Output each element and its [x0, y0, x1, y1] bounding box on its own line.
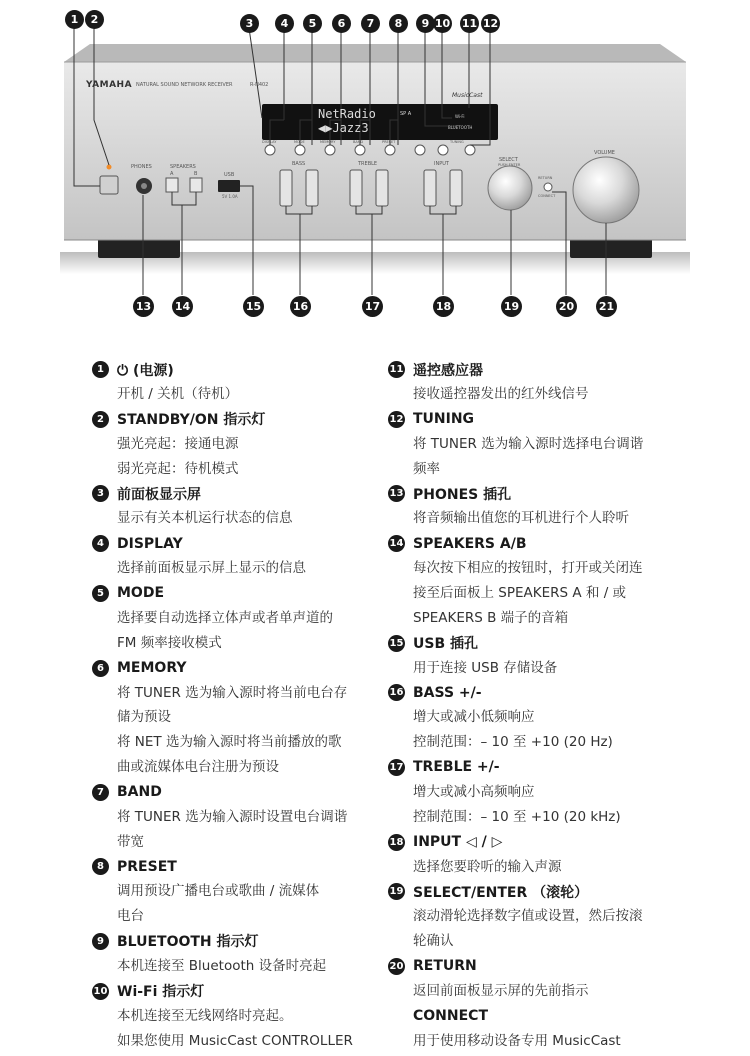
display-spa-indicator: SP A: [400, 111, 412, 117]
entry-title: SELECT/ENTER （滚轮）: [413, 884, 589, 901]
entry-12: [388, 407, 688, 482]
callout-10: 10: [433, 14, 452, 33]
entry-description-line: SPEAKERS B 端子的音箱: [413, 609, 569, 626]
callout-18: 18: [433, 296, 454, 317]
entry-description-line: 本机连接至 Bluetooth 设备时亮起: [117, 957, 327, 974]
entry-title: DISPLAY: [117, 535, 183, 552]
item-number-badge: 20: [388, 958, 405, 975]
entry-head: [92, 854, 372, 879]
entry-3: [92, 481, 372, 531]
entry-1: [92, 357, 372, 407]
entry-description-line: 选择您要聆听的输入声源: [413, 858, 562, 875]
entry-description-line: 如果您使用 MusicCast CONTROLLER: [117, 1032, 353, 1049]
item-number-badge: 18: [388, 834, 405, 851]
entry-head: [388, 680, 688, 705]
entry-head: [388, 954, 688, 979]
item-number-badge: 19: [388, 883, 405, 900]
usb-label: USB: [224, 172, 235, 178]
entry-title: TUNING: [413, 411, 475, 428]
entry-title: 遥控感应器: [413, 362, 483, 379]
entry-19: [388, 879, 688, 954]
entry-title: PHONES 插孔: [413, 486, 512, 503]
speakers-label: SPEAKERS: [170, 164, 196, 170]
item-number-badge: 1: [92, 361, 109, 378]
input-label: INPUT: [434, 161, 449, 167]
entry-head: [92, 656, 372, 681]
connect-label: CONNECT: [538, 194, 556, 198]
entry-description-line: 用于使用移动设备专用 MusicCast: [413, 1032, 621, 1049]
entry-title: BLUETOOTH 指示灯: [117, 934, 259, 951]
entry-title: USB 插孔: [413, 636, 478, 653]
entry-description-line: 调用预设广播电台或歌曲 / 流媒体: [117, 883, 320, 900]
item-number-badge: 11: [388, 361, 405, 378]
entry-description-line: 用于连接 USB 存储设备: [413, 659, 558, 676]
entry-head: [388, 830, 688, 855]
select-sub-label: PUSH ENTER: [498, 163, 521, 167]
callout-7: 7: [361, 14, 380, 33]
entry-head: [92, 531, 372, 556]
item-number-badge: 6: [92, 660, 109, 677]
item-number-badge: 10: [92, 983, 109, 1000]
item-number-badge: 4: [92, 535, 109, 552]
entry-description-line: 带宽: [117, 833, 144, 850]
entry-15: [388, 631, 688, 681]
usb-sub-label: 5V 1.0A: [222, 194, 238, 199]
entry-description-line: 储为预设: [117, 709, 171, 726]
callout-11: 11: [460, 14, 479, 33]
callout-2: 2: [85, 10, 104, 29]
entry-description-line: 将 NET 选为输入源时将当前播放的歌: [117, 734, 342, 751]
entry-description-line: 开机 / 关机（待机）: [117, 386, 239, 402]
mode-button-label: MODE: [294, 140, 305, 144]
description-list-left: [92, 357, 372, 1053]
entry-head: [388, 755, 688, 780]
entry-description-line: 将 TUNER 选为输入源时选择电台调谐: [413, 435, 644, 452]
entry-description-line: 选择前面板显示屏上显示的信息: [117, 560, 306, 577]
entry-9: [92, 929, 372, 979]
item-number-badge: 9: [92, 933, 109, 950]
entry-title: MEMORY: [117, 660, 187, 677]
entry-13: [388, 481, 688, 531]
entry-description-line: 滚动滑轮选择数字值或设置，然后按滚: [413, 908, 643, 925]
callout-16: 16: [290, 296, 311, 317]
band-button-label: BAND: [353, 140, 364, 144]
entry-title: BASS +/-: [413, 684, 482, 701]
display-button-label: DISPLAY: [262, 140, 277, 144]
display-text-line1: NetRadio: [318, 107, 376, 121]
entry-description-line: 强光亮起：接通电源: [117, 435, 239, 452]
callout-20: 20: [556, 296, 577, 317]
entry-head: [92, 407, 372, 432]
entry-title: Wi-Fi 指示灯: [117, 984, 205, 1001]
item-number-badge: 15: [388, 635, 405, 652]
bass-label: BASS: [292, 161, 306, 167]
entry-description-line: 曲或流媒体电台注册为预设: [117, 758, 279, 775]
entry-head: [388, 357, 688, 382]
callout-4: 4: [275, 14, 294, 33]
entry-description-line: 将音频输出值您的耳机进行个人聆听: [413, 510, 629, 527]
callout-21: 21: [596, 296, 617, 317]
item-number-badge: 7: [92, 784, 109, 801]
entry-title: ⏻ (电源): [117, 362, 174, 379]
entry-4: [92, 531, 372, 581]
entry-description-line: 将 TUNER 选为输入源时将当前电台存: [117, 684, 348, 701]
entry-description-line: 本机连接至无线网络时亮起。: [117, 1007, 293, 1024]
entry-17: [388, 755, 688, 830]
receiver-front-panel-illustration: [0, 0, 750, 330]
callout-14: 14: [172, 296, 193, 317]
entry-title: RETURN: [413, 958, 477, 975]
callout-13: 13: [133, 296, 154, 317]
preset-button-label: PRESET: [382, 140, 396, 144]
entry-head: [92, 581, 372, 606]
display-text-line2: ◀▶Jazz3: [318, 121, 369, 135]
entry-description-line: 将 TUNER 选为输入源时设置电台调谐: [117, 808, 348, 825]
model-line-label: NATURAL SOUND NETWORK RECEIVER: [136, 82, 233, 88]
speaker-a-label: A: [170, 171, 174, 177]
callout-3: 3: [240, 14, 259, 33]
tuning-button-label: TUNING: [450, 140, 464, 144]
memory-button-label: MEMORY: [320, 140, 336, 144]
entry-14: [388, 531, 688, 630]
entry-head: [388, 531, 688, 556]
entry-8: [92, 854, 372, 929]
item-number-badge: 2: [92, 411, 109, 428]
entry-description-line: 接至后面板上 SPEAKERS A 和 / 或: [413, 584, 627, 601]
entry-title: MODE: [117, 585, 165, 602]
callout-15: 15: [243, 296, 264, 317]
select-label: SELECT: [499, 157, 518, 163]
entry-title: PRESET: [117, 858, 177, 875]
item-number-badge: 8: [92, 858, 109, 875]
callout-5: 5: [303, 14, 322, 33]
entry-description-line: 频率: [413, 460, 440, 477]
entry-head: [388, 631, 688, 656]
entry-head: [92, 929, 372, 954]
entry-title: TREBLE +/-: [413, 759, 500, 776]
entry-head: [92, 481, 372, 506]
description-list-right: [388, 357, 688, 1054]
wifi-indicator-label: Wi-Fi: [455, 114, 465, 119]
entry-description-line: 控制范围：– 10 至 +10 (20 kHz): [413, 808, 621, 825]
entry-head: [92, 780, 372, 805]
entry-title: SPEAKERS A/B: [413, 535, 527, 552]
entry-head: [92, 357, 372, 382]
entry-head: [92, 979, 372, 1004]
entry-description-line: 每次按下相应的按钮时，打开或关闭连: [413, 560, 643, 577]
entry-10: [92, 979, 372, 1054]
entry-description-line: 轮确认: [413, 933, 454, 950]
model-number-label: R-N402: [250, 82, 269, 88]
callout-1: 1: [65, 10, 84, 29]
phones-label: PHONES: [131, 164, 152, 170]
entry-sub-title: CONNECT: [413, 1007, 488, 1024]
entry-description-line: 返回前面板显示屏的先前指示: [413, 982, 589, 999]
entry-description-line: 显示有关本机运行状态的信息: [117, 510, 293, 527]
entry-title: 前面板显示屏: [117, 486, 201, 503]
item-number-badge: 16: [388, 684, 405, 701]
entry-head: [388, 879, 688, 904]
entry-head: [388, 481, 688, 506]
treble-label: TREBLE: [358, 161, 378, 167]
item-number-badge: 13: [388, 485, 405, 502]
entry-18: [388, 830, 688, 880]
entry-description-line: 增大或减小高频响应: [413, 783, 535, 800]
item-number-badge: 3: [92, 485, 109, 502]
entry-description-line: 弱光亮起：待机模式: [117, 460, 239, 477]
bluetooth-indicator-label: BLUETOOTH: [448, 125, 473, 130]
return-label: RETURN: [538, 176, 553, 180]
item-number-badge: 5: [92, 585, 109, 602]
callout-9: 9: [416, 14, 435, 33]
item-number-badge: 12: [388, 411, 405, 428]
entry-description-line: 控制范围：– 10 至 +10 (20 Hz): [413, 734, 613, 751]
entry-7: [92, 780, 372, 855]
callout-19: 19: [501, 296, 522, 317]
entry-5: [92, 581, 372, 656]
musiccast-logo: MusicCast: [452, 92, 483, 99]
entry-6: [92, 656, 372, 780]
brand-logo: YAMAHA: [86, 80, 133, 90]
entry-description-line: 电台: [117, 908, 144, 925]
speaker-b-label: B: [194, 171, 198, 177]
entry-head: [388, 407, 688, 432]
entry-title: BAND: [117, 784, 162, 801]
item-number-badge: 17: [388, 759, 405, 776]
entry-title: STANDBY/ON 指示灯: [117, 412, 266, 429]
entry-2: [92, 407, 372, 482]
item-number-badge: 14: [388, 535, 405, 552]
callout-12: 12: [481, 14, 500, 33]
volume-label: VOLUME: [594, 150, 615, 156]
entry-description-line: 增大或减小低频响应: [413, 709, 535, 726]
entry-title: INPUT ◁ / ▷: [413, 834, 503, 851]
callout-17: 17: [362, 296, 383, 317]
callout-6: 6: [332, 14, 351, 33]
entry-20: [388, 954, 688, 1054]
entry-description-line: 接收遥控器发出的红外线信号: [413, 386, 589, 402]
callout-8: 8: [389, 14, 408, 33]
entry-description-line: FM 频率接收模式: [117, 634, 222, 651]
entry-11: [388, 357, 688, 407]
entry-16: [388, 680, 688, 755]
entry-description-line: 选择要自动选择立体声或者单声道的: [117, 609, 333, 626]
